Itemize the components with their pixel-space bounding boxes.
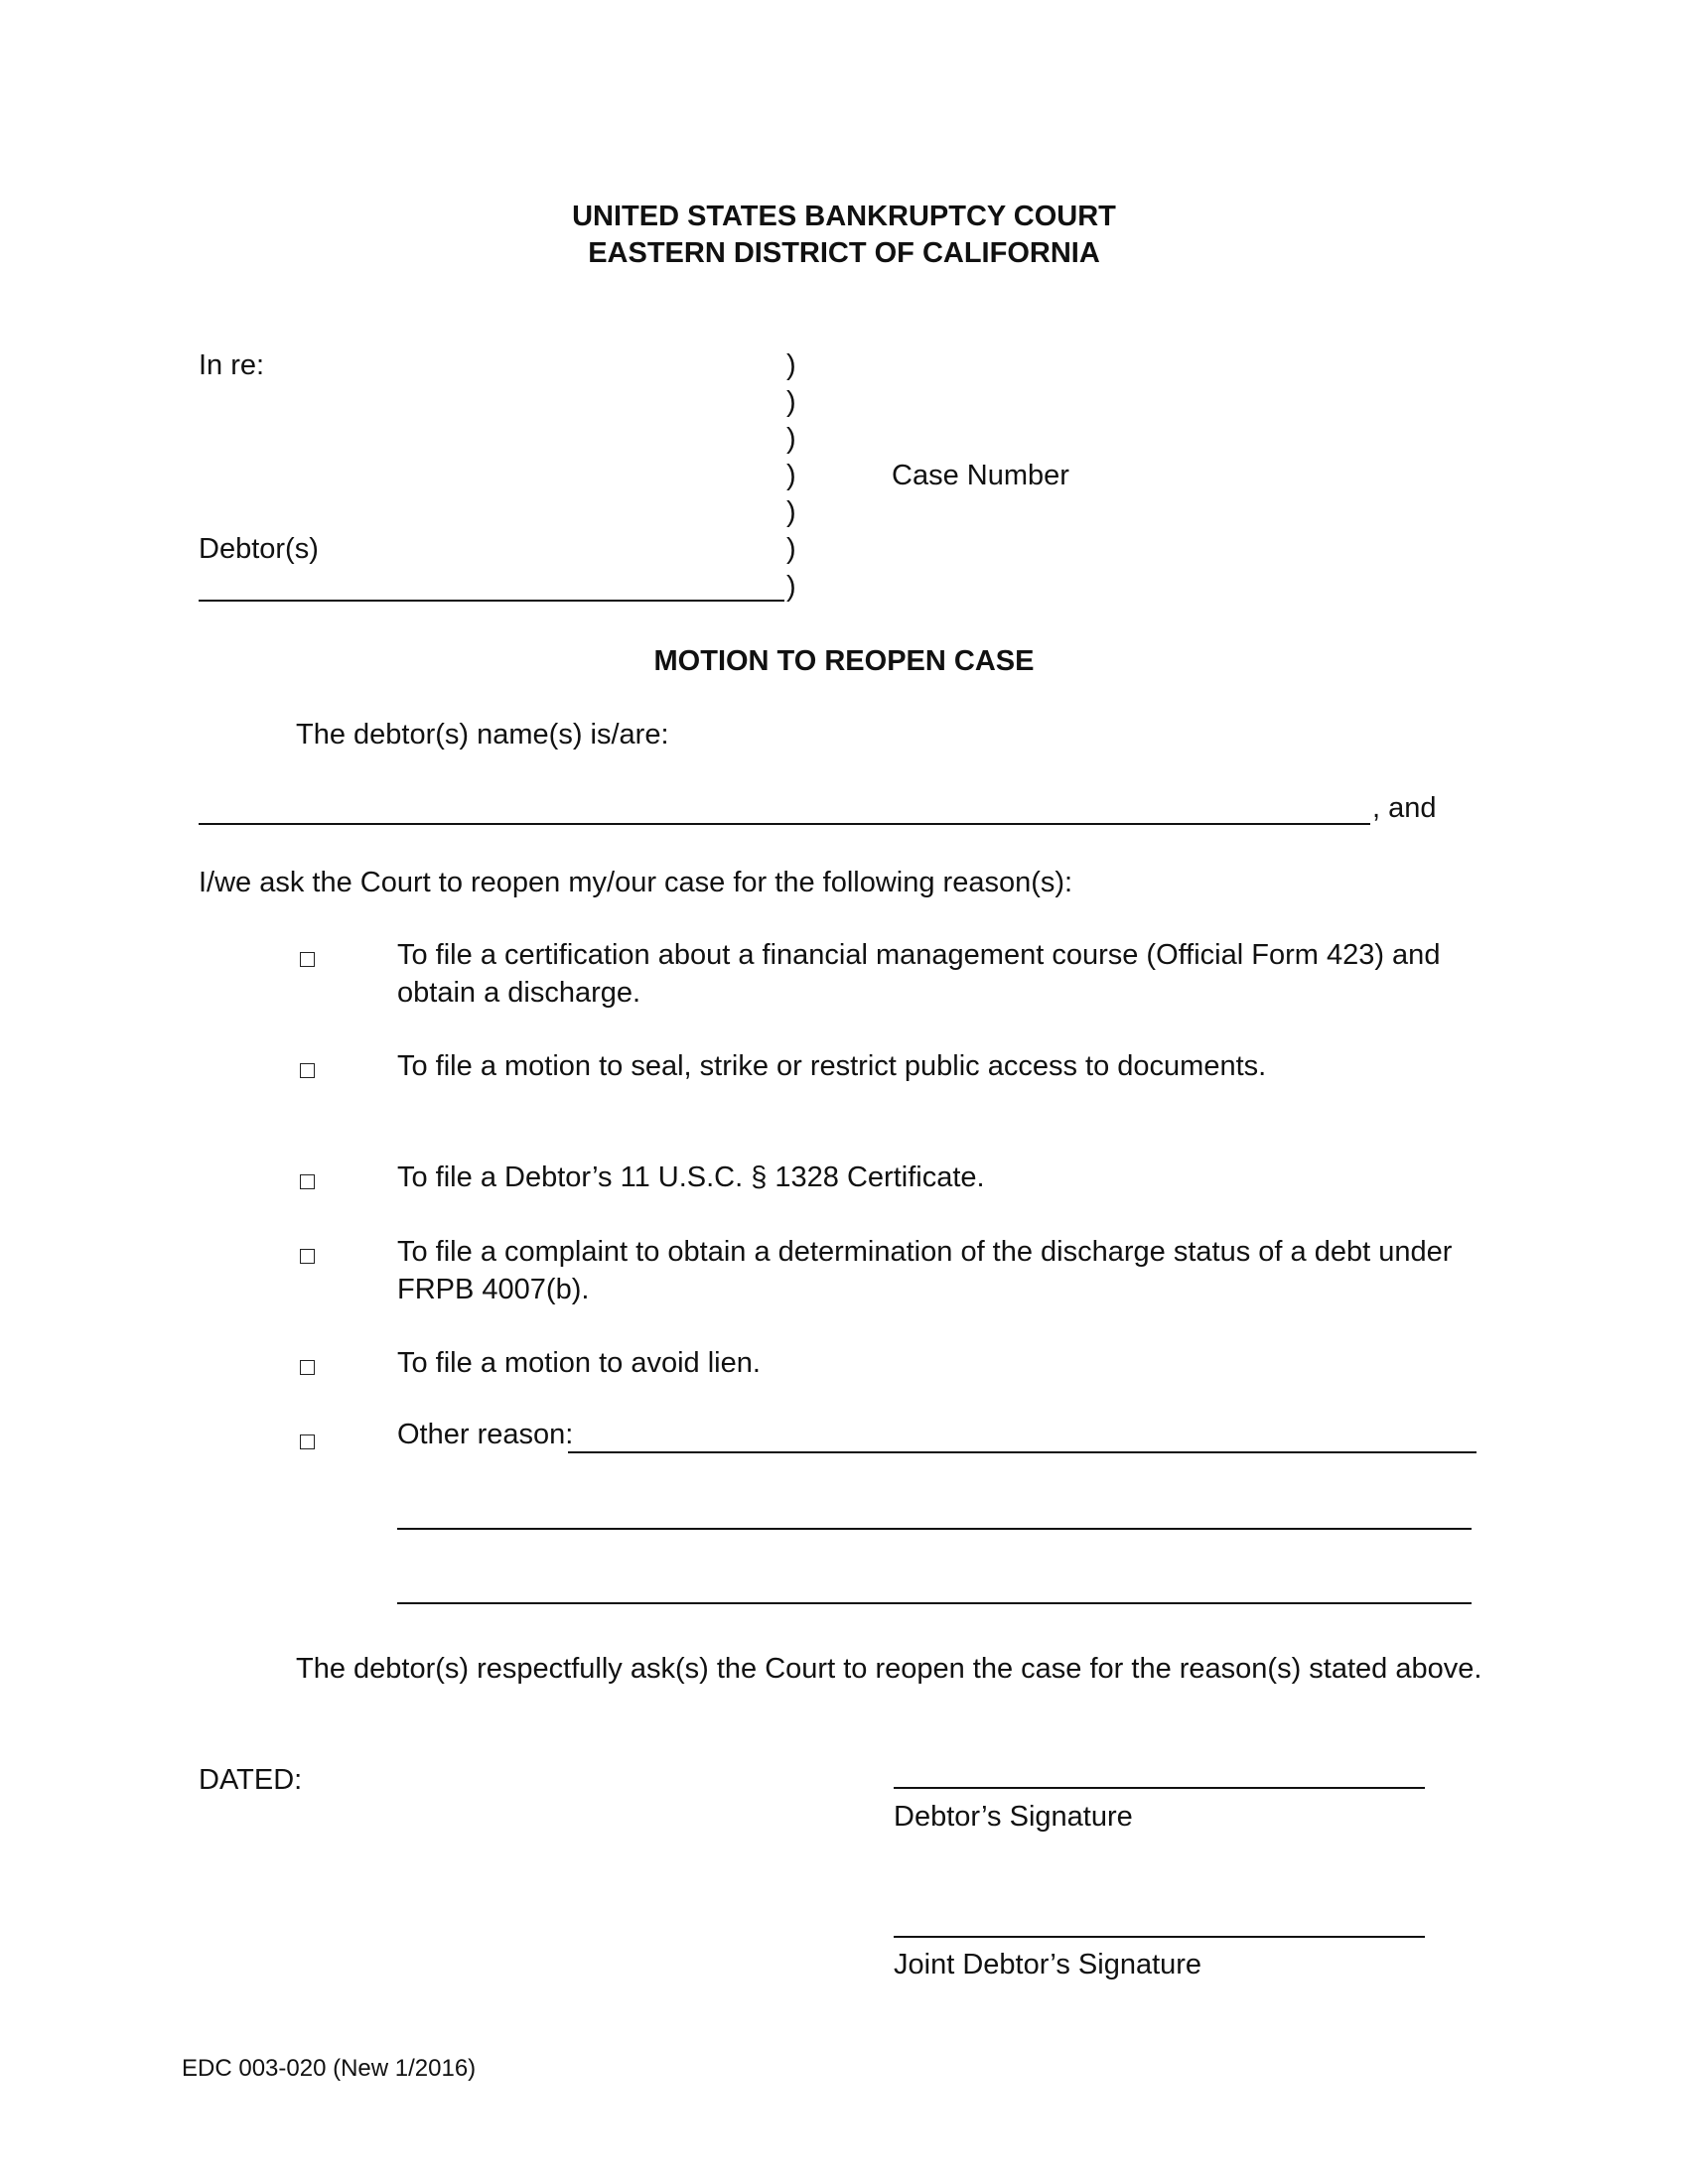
- reason-1328-certificate: To file a Debtor’s 11 U.S.C. § 1328 Certificate.: [397, 1161, 985, 1193]
- caption-paren: ): [786, 460, 796, 491]
- reason-avoid-lien: To file a motion to avoid lien.: [397, 1347, 761, 1379]
- reason-other-label: Other reason:: [397, 1419, 574, 1450]
- debtors-label: Debtor(s): [199, 533, 319, 565]
- in-re-label: In re:: [199, 349, 265, 381]
- debtor-signature-label: Debtor’s Signature: [894, 1801, 1133, 1833]
- debtor-signature-line[interactable]: [894, 1787, 1425, 1789]
- reason-checkbox-motion-to-seal[interactable]: [300, 1063, 315, 1078]
- dated-label: DATED:: [199, 1764, 303, 1796]
- other-reason-line-2[interactable]: [397, 1528, 1472, 1530]
- motion-title: MOTION TO REOPEN CASE: [653, 645, 1035, 677]
- joint-debtor-signature-line[interactable]: [894, 1936, 1425, 1938]
- reason-motion-to-seal: To file a motion to seal, strike or restrict public access to documents.: [397, 1050, 1267, 1082]
- other-reason-line-1[interactable]: [568, 1451, 1477, 1453]
- caption-paren: ): [786, 349, 796, 381]
- joint-debtor-signature-label: Joint Debtor’s Signature: [894, 1949, 1202, 1980]
- reasons-intro: I/we ask the Court to reopen my/our case for the following reason(s):: [199, 867, 1073, 898]
- case-number-label: Case Number: [892, 460, 1069, 491]
- reason-checkbox-avoid-lien[interactable]: [300, 1360, 315, 1375]
- reason-checkbox-1328-certificate[interactable]: [300, 1174, 315, 1189]
- reason-discharge-complaint: To file a complaint to obtain a determination of the discharge status of a debt under FRPB 4007(b).: [397, 1236, 1453, 1305]
- debtor-names-line[interactable]: [199, 823, 1370, 825]
- form-id-footer: EDC 003-020 (New 1/2016): [182, 2055, 477, 2082]
- reason-checkbox-financial-course[interactable]: [300, 952, 315, 967]
- caption-paren: ): [786, 386, 796, 418]
- closing-statement: The debtor(s) respectfully ask(s) the Court to reopen the case for the reason(s) stated above.: [296, 1653, 1482, 1685]
- other-reason-line-3[interactable]: [397, 1602, 1472, 1604]
- reason-checkbox-discharge-complaint[interactable]: [300, 1249, 315, 1264]
- reason-financial-course: To file a certification about a financial management course (Official Form 423) and obtain a discharge.: [397, 939, 1441, 1009]
- caption-paren: ): [786, 496, 796, 528]
- court-district-line2: EASTERN DISTRICT OF CALIFORNIA: [588, 237, 1100, 269]
- caption-paren: ): [786, 423, 796, 455]
- court-name-line1: UNITED STATES BANKRUPTCY COURT: [572, 201, 1116, 232]
- names-suffix: , and: [1372, 792, 1437, 824]
- caption-paren: ): [786, 571, 796, 603]
- reason-checkbox-other[interactable]: [300, 1434, 315, 1449]
- names-intro: The debtor(s) name(s) is/are:: [296, 719, 669, 751]
- debtor-caption-line[interactable]: [199, 600, 784, 602]
- caption-paren: ): [786, 533, 796, 565]
